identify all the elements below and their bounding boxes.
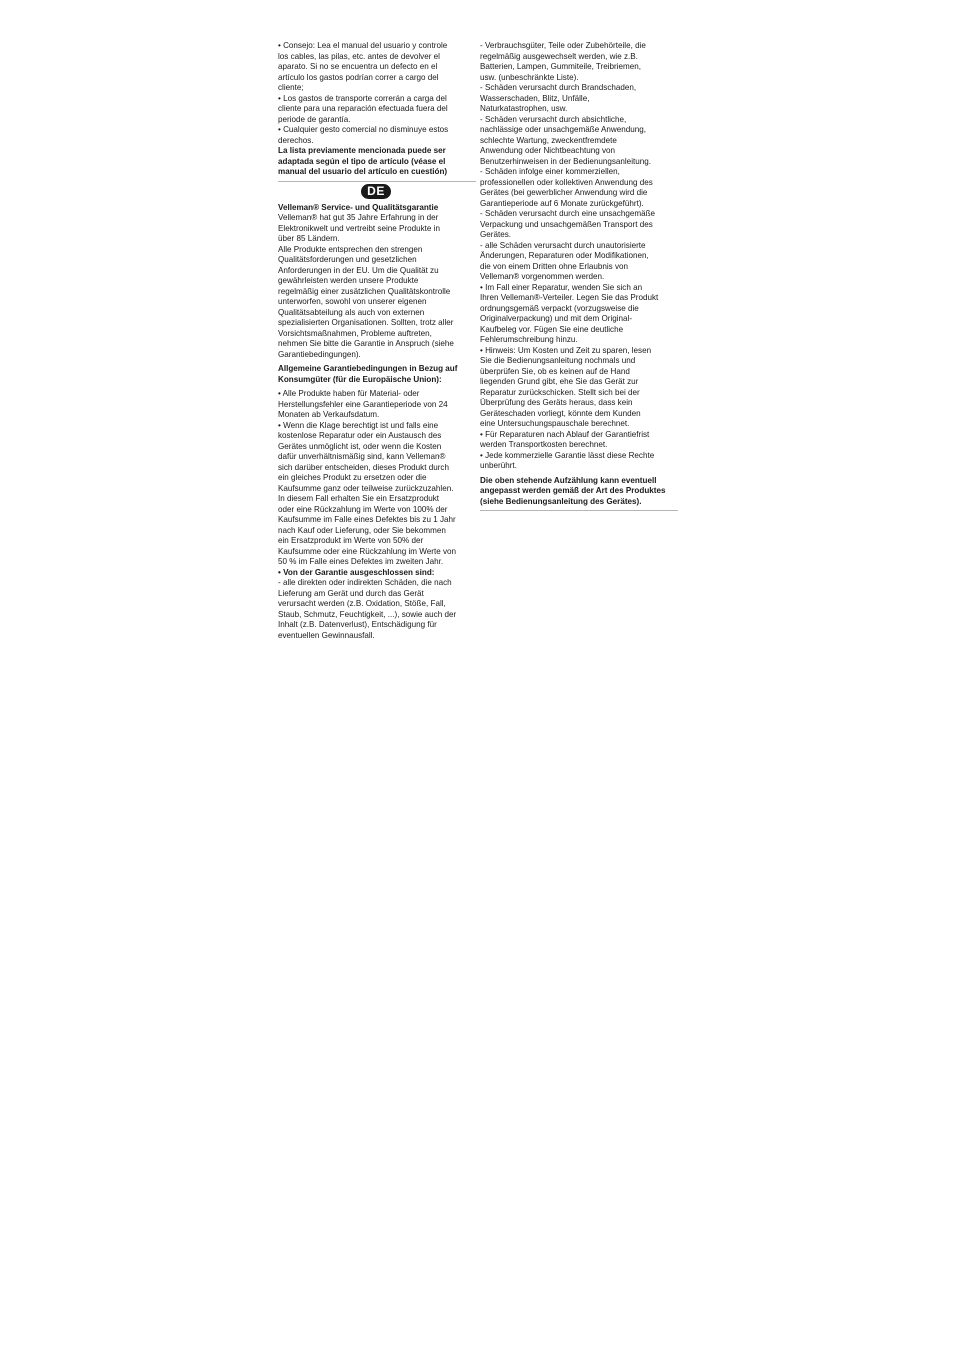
de-list-note: Die oben stehende Aufzählung kann eventuell angepasst werden gemäß der Art des Produktes (siehe Bedienungsanleitung des Gerätes).: [480, 475, 666, 506]
de-intro-paragraph: Velleman® hat gut 35 Jahre Erfahrung in der Elektronikwelt und vertreibt seine Produkte in über 85 Ländern. Alle Produkte entsprechen den strengen Qualitätsforderungen und gesetzlichen Anforderungen in der EU. Um die Qualität zu gewährleisten werden unsere Produkte regelmäßig einer zusätzlichen Qualitätskontrolle unterworfen, sowohl von unserer eigenen Qualitätsabteilung als auch von externen spezialisierten Organisationen. Sollten, trotz aller Vorsichtsmaßnahmen, Probleme auftreten, nehmen Sie bitte die Garantie in Anspruch (siehe Garantiebedingungen).: [278, 213, 454, 359]
de-excluded-heading: • Von der Garantie ausgeschlossen sind:: [278, 567, 435, 577]
left-column: [278, 41, 474, 641]
language-badge-row: [278, 184, 474, 202]
es-list-note: La lista previamente mencionada puede ser adaptada según el tipo de artículo (véase el manual del usuario del artículo en cuestión): [278, 146, 448, 176]
de-exclusions-list: - Verbrauchsgüter, Teile oder Zubehörteile, die regelmäßig ausgewechselt werden, wie z.B. Batterien, Lampen, Gummiteile, Treibriemen, usw. (unbeschränkte Liste). - Schäden verursacht durch Brandschaden, Wasserschaden, Blitz, Unfälle, Naturkatastrophen, usw. - Schäden verursacht durch absichtliche, nachlässige oder unsachgemäße Anwendung, schlechte Wartung, zweckentfremdete Anwendung oder Nichtbeachtung von Benutzerhinweisen in der Bedienungsanleitung. - Schäden infolge einer kommerziellen, professionellen oder kollektiven Anwendung des Gerätes (bei gewerblicher Anwendung wird die Garantieperiode auf 6 Monate zurückgeführt). - Schäden verursacht durch eine unsachgemäße Verpackung und unsachgemäßen Transport des Gerätes. - alle Schäden verursacht durch unautorisierte Änderungen, Reparaturen oder Modifikationen, die von einem Dritten ohne Erlaubnis von Velleman® vorgenommen werden. • Im Fall einer Reparatur, wenden Sie sich an Ihren Velleman®-Verteiler. Legen Sie das Produkt ordnungsgemäß verpackt (vorzugsweise die Originalverpackung) und mit dem Original- Kaufbeleg vor. Fügen Sie eine deutliche Fehlerumschreibung hinzu. • Hinweis: Um Kosten und Zeit zu sparen, lesen Sie die Bedienungsanleitung nochmals und überprüfen Sie, ob es keinen auf de Hand liegenden Grund gibt, ehe Sie das Gerät zur Reparatur zurückschicken. Stellt sich bei der Überprüfung des Geräts heraus, dass kein Geräteschaden vorliegt, könnte dem Kunden eine Untersuchungspauschale berechnet. • Für Reparaturen nach Ablauf der Garantiefrist werden Transportkosten berechnet. • Jede kommerzielle Garantie lässt diese Rechte unberührt.: [480, 41, 659, 470]
section-divider: [278, 181, 476, 182]
section-divider: [480, 510, 678, 511]
de-excluded-first-item: - alle direkten oder indirekten Schäden, die nach Lieferung am Gerät und durch das Gerät verursacht werden (z.B. Oxidation, Stöße, Fall, Staub, Schmutz, Feuchtigkeit, ...), sowie auch der Inhalt (z.B. Datenverlust), Entschädigung für eventuellen Gewinnausfall.: [278, 578, 457, 640]
de-conditions-heading: Allgemeine Garantiebedingungen in Bezug auf Konsumgüter (für die Europäische Union):: [278, 364, 458, 384]
language-badge-de: DE: [361, 184, 391, 199]
de-conditions-text: • Alle Produkte haben für Material- oder Herstellungsfehler eine Garantieperiode von 24 Monaten ab Verkaufsdatum. • Wenn die Klage berechtigt ist und falls eine kostenlose Reparatur oder ein Austausch des Gerätes unmöglicht ist, oder wenn die Kosten dafür unverhältnismäßig sind, kann Velleman® sich darüber entscheiden, dieses Produkt durch ein gleiches Produkt zu ersetzen oder die Kaufsumme ganz oder teilweise zurückzuzahlen. In diesem Fall erhalten Sie ein Ersatzprodukt oder eine Rückzahlung im Werte von 100% der Kaufsumme im Falle eines Defektes bis zu 1 Jahr nach Kauf oder Lieferung, oder Sie bekommen ein Ersatzprodukt im Werte von 50% der Kaufsumme oder eine Rückzahlung im Werte von 50 % im Falle eines Defektes im zweiten Jahr.: [278, 389, 456, 566]
right-column: [480, 41, 676, 513]
es-warranty-tips: • Consejo: Lea el manual del usuario y controle los cables, las pilas, etc. antes de devolver el aparato. Si no se encuentra un defecto en el artículo los gastos podrían correr a cargo del cliente; • Los gastos de transporte correrán a carga del cliente para una reparación efectuada fuera del periode de garantía. • Cualquier gesto comercial no disminuye estos derechos.: [278, 41, 449, 145]
de-section-title: Velleman® Service- und Qualitätsgarantie: [278, 202, 439, 212]
